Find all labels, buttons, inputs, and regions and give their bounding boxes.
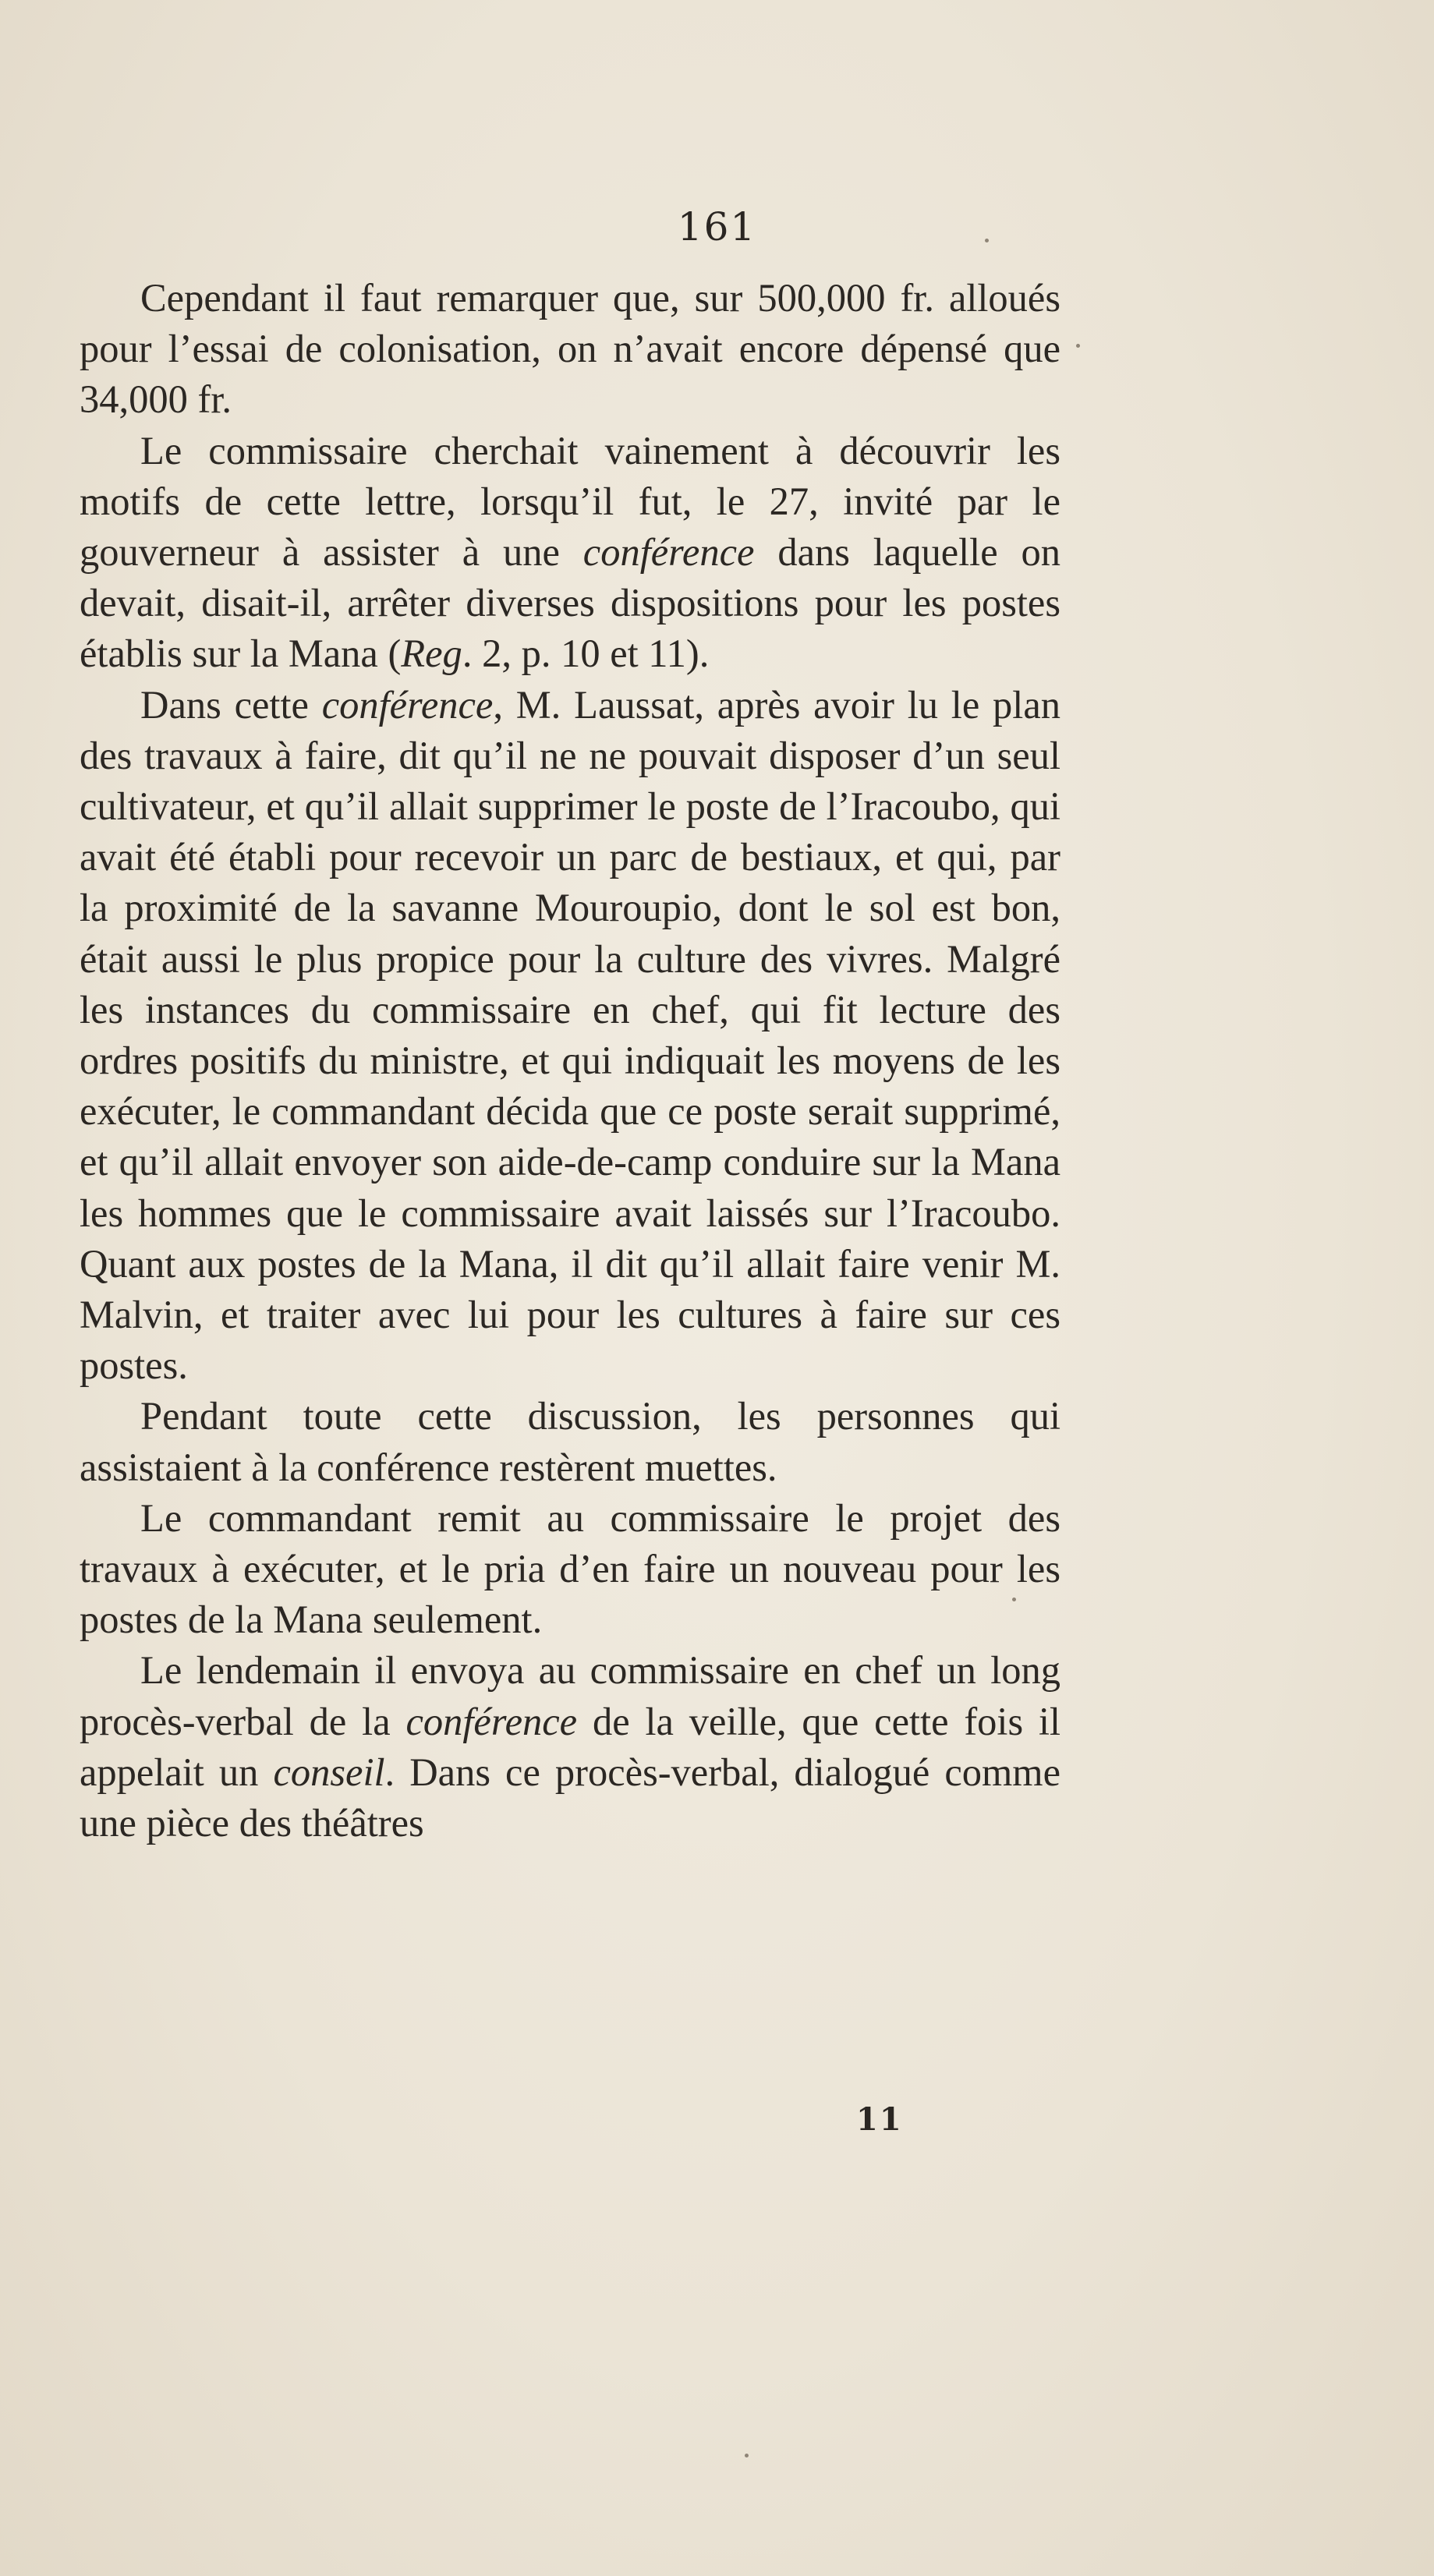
italic-text: conseil xyxy=(273,1750,385,1794)
text-run: . 2, p. 10 et 11). xyxy=(462,632,710,676)
text-run: Le commandant remit au commissaire le projet des travaux à exécuter, et le pria d’en faire un nouveau pour les postes de la Mana seulement. xyxy=(80,1495,1060,1642)
text-run: dans laquelle on devait, disait-il, arrêter diverses dispositions pour les postes établis sur la Mana ( xyxy=(80,530,1060,676)
paragraph xyxy=(80,426,1060,680)
signature-mark: 11 xyxy=(856,2101,903,2138)
paper-speck xyxy=(1076,344,1080,348)
italic-text: conférence xyxy=(321,682,494,727)
paper-speck xyxy=(1012,1598,1016,1601)
text-run: Pendant toute cette discussion, les personnes qui assistaient à la conférence restèrent muettes. xyxy=(80,1394,1060,1489)
text-run: Cependant il faut remarquer que, sur 500,000 fr. alloués pour l’essai de colonisation, on n’avait encore dépensé que 34,000 fr. xyxy=(80,276,1060,422)
paragraph xyxy=(80,1493,1060,1646)
paper-speck xyxy=(745,2454,749,2457)
paragraph xyxy=(80,680,1060,1392)
italic-text: conférence xyxy=(582,530,755,575)
page-number: 161 xyxy=(677,204,757,249)
paragraph xyxy=(80,273,1060,426)
body-text xyxy=(80,273,1060,1849)
italic-text: Reg xyxy=(401,632,462,676)
text-run: . Dans ce procès-verbal, dialogué comme une pièce des théâtres xyxy=(80,1750,1061,1845)
text-run: , M. Laussat, après avoir lu le plan des travaux à faire, dit qu’il ne ne pouvait disposer d’un seul cultivateur, et qu’il allait supprimer le poste de l’Iracoubo, qui avait été établi pour recevoir un parc de bestiaux, et qui, par la proximité de la savanne Mouroupio, dont le sol est bon, était aussi le plus propice pour la culture des vivres. Malgré les instances du commissaire en chef, qui fit lecture des ordres positifs du ministre, et qui indiquait les moyens de les exécuter, le commandant décida que ce poste serait supprimé, et qu’il allait envoyer son aide-de-camp conduire sur la Mana les hommes que le commissaire avait laissés sur l’Iracoubo. Quant aux postes de la Mana, il dit qu’il allait faire venir M. Malvin, et traiter avec lui pour les cultures à faire sur ces postes. xyxy=(80,682,1060,1388)
paragraph xyxy=(80,1645,1060,1849)
italic-text: conférence xyxy=(405,1699,578,1743)
text-run: Dans cette xyxy=(140,682,322,727)
text-run: Le commissaire cherchait vainement à découvrir les motifs de cette lettre, lorsqu’il fut, le 27, invité par le gouverneur à assister à une xyxy=(80,428,1060,575)
text-run: de la veille, que cette fois il appelait un xyxy=(80,1699,1061,1794)
text-run: Le lendemain il envoya au commissaire en chef un long procès-verbal de la xyxy=(80,1648,1060,1743)
paper-speck xyxy=(985,239,989,242)
paragraph xyxy=(80,1391,1060,1492)
